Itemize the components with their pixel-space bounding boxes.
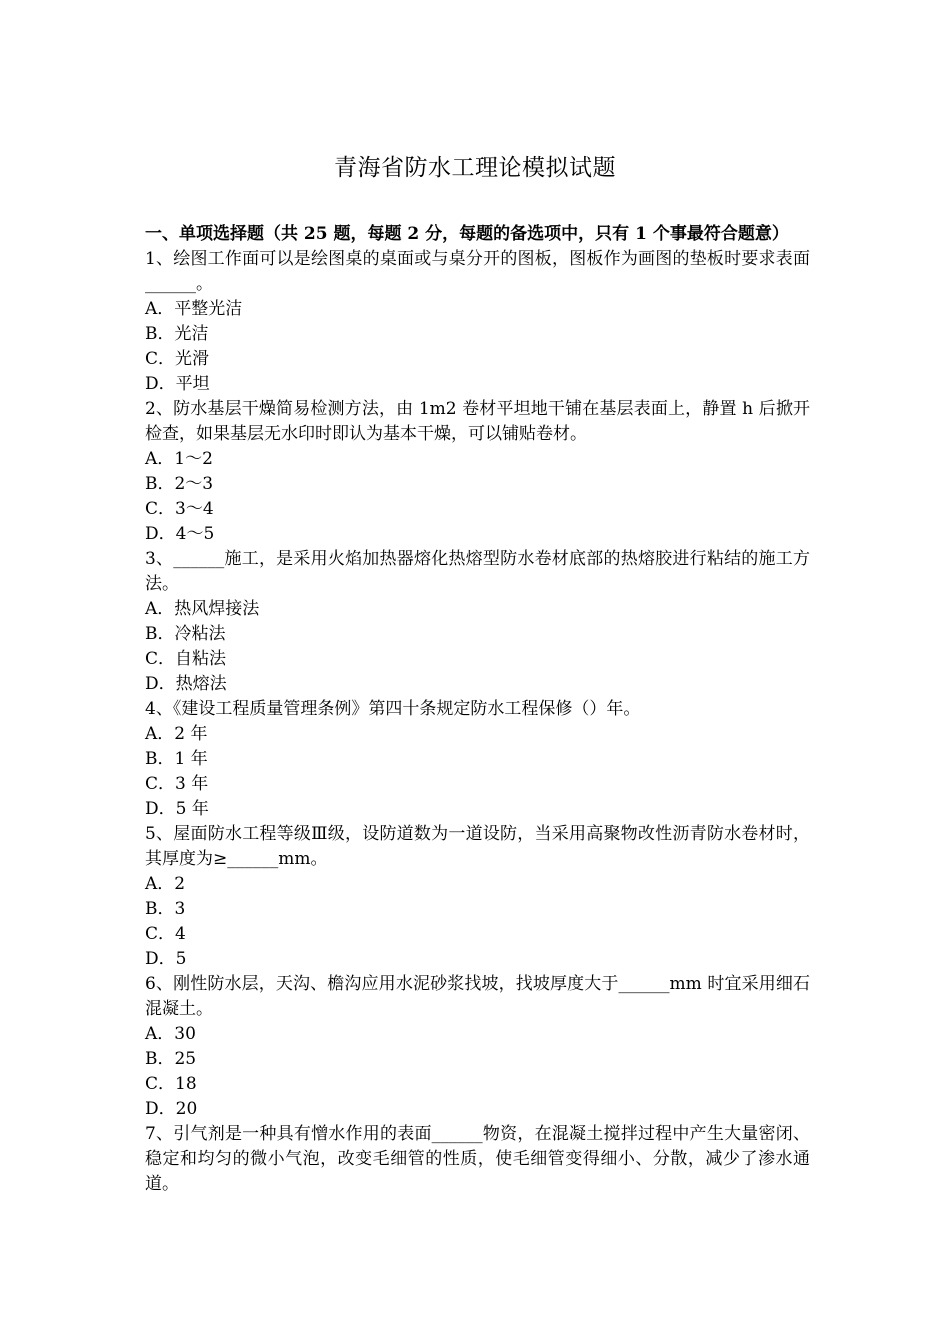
question-list bbox=[145, 247, 810, 1197]
answer-option: B．25 bbox=[145, 1049, 197, 1069]
question-item bbox=[145, 972, 810, 1122]
answer-option: A．30 bbox=[145, 1024, 196, 1044]
answer-option: B．光洁 bbox=[145, 324, 209, 344]
answer-option: A．1～2 bbox=[145, 449, 213, 469]
answer-option: C．3～4 bbox=[145, 499, 214, 519]
answer-option: C．3 年 bbox=[145, 774, 209, 794]
option-list bbox=[145, 597, 810, 697]
answer-option: B．冷粘法 bbox=[145, 624, 226, 644]
answer-option: A．2 bbox=[145, 874, 186, 894]
question-item bbox=[145, 1122, 810, 1197]
question-item bbox=[145, 697, 810, 822]
answer-option: B．2～3 bbox=[145, 474, 214, 494]
question-text: 2、防水基层干燥简易检测方法，由 1m2 卷材平坦地干铺在基层表面上，静置 h 后掀开检查，如果基层无水印时即认为基本干燥，可以铺贴卷材。 bbox=[145, 399, 810, 444]
answer-option: C．4 bbox=[145, 924, 186, 944]
option-list bbox=[145, 872, 810, 972]
question-item bbox=[145, 397, 810, 547]
option-list bbox=[145, 1022, 810, 1122]
option-list bbox=[145, 447, 810, 547]
answer-option: D．5 年 bbox=[145, 799, 209, 819]
question-text: 7、引气剂是一种具有憎水作用的表面______物资，在混凝土搅拌过程中产生大量密闭、稳定和均匀的微小气泡，改变毛细管的性质，使毛细管变得细小、分散，减少了渗水通道。 bbox=[145, 1124, 810, 1194]
answer-option: D．5 bbox=[145, 949, 187, 969]
answer-option: D．20 bbox=[145, 1099, 198, 1119]
question-item bbox=[145, 547, 810, 697]
answer-option: A．热风焊接法 bbox=[145, 599, 260, 619]
answer-option: D．4～5 bbox=[145, 524, 215, 544]
question-text: 1、绘图工作面可以是绘图桌的桌面或与桌分开的图板，图板作为画图的垫板时要求表面______。 bbox=[145, 249, 810, 294]
question-text: 3、______施工，是采用火焰加热器熔化热熔型防水卷材底部的热熔胶进行粘结的施工方法。 bbox=[145, 549, 810, 594]
answer-option: B．1 年 bbox=[145, 749, 208, 769]
question-item bbox=[145, 247, 810, 397]
question-item bbox=[145, 822, 810, 972]
question-text: 5、屋面防水工程等级Ⅲ级，设防道数为一道设防，当采用高聚物改性沥青防水卷材时，其厚度为≥______mm。 bbox=[145, 824, 810, 869]
answer-option: B．3 bbox=[145, 899, 186, 919]
answer-option: C．光滑 bbox=[145, 349, 210, 369]
answer-option: D．热熔法 bbox=[145, 674, 227, 694]
answer-option: C．18 bbox=[145, 1074, 197, 1094]
document-body bbox=[145, 222, 810, 1197]
section-heading: 一、单项选择题（共 25 题，每题 2 分，每题的备选项中，只有 1 个事最符合题意） bbox=[145, 224, 789, 244]
document-title: 青海省防水工理论模拟试题 bbox=[334, 155, 616, 181]
answer-option: A．2 年 bbox=[145, 724, 208, 744]
answer-option: D．平坦 bbox=[145, 374, 210, 394]
answer-option: A．平整光洁 bbox=[145, 299, 243, 319]
option-list bbox=[145, 722, 810, 822]
question-text: 4、《建设工程质量管理条例》第四十条规定防水工程保修（）年。 bbox=[145, 699, 641, 719]
option-list bbox=[145, 297, 810, 397]
answer-option: C．自粘法 bbox=[145, 649, 227, 669]
question-text: 6、刚性防水层，天沟、檐沟应用水泥砂浆找坡，找坡厚度大于______mm 时宜采用细石混凝土。 bbox=[145, 974, 810, 1019]
